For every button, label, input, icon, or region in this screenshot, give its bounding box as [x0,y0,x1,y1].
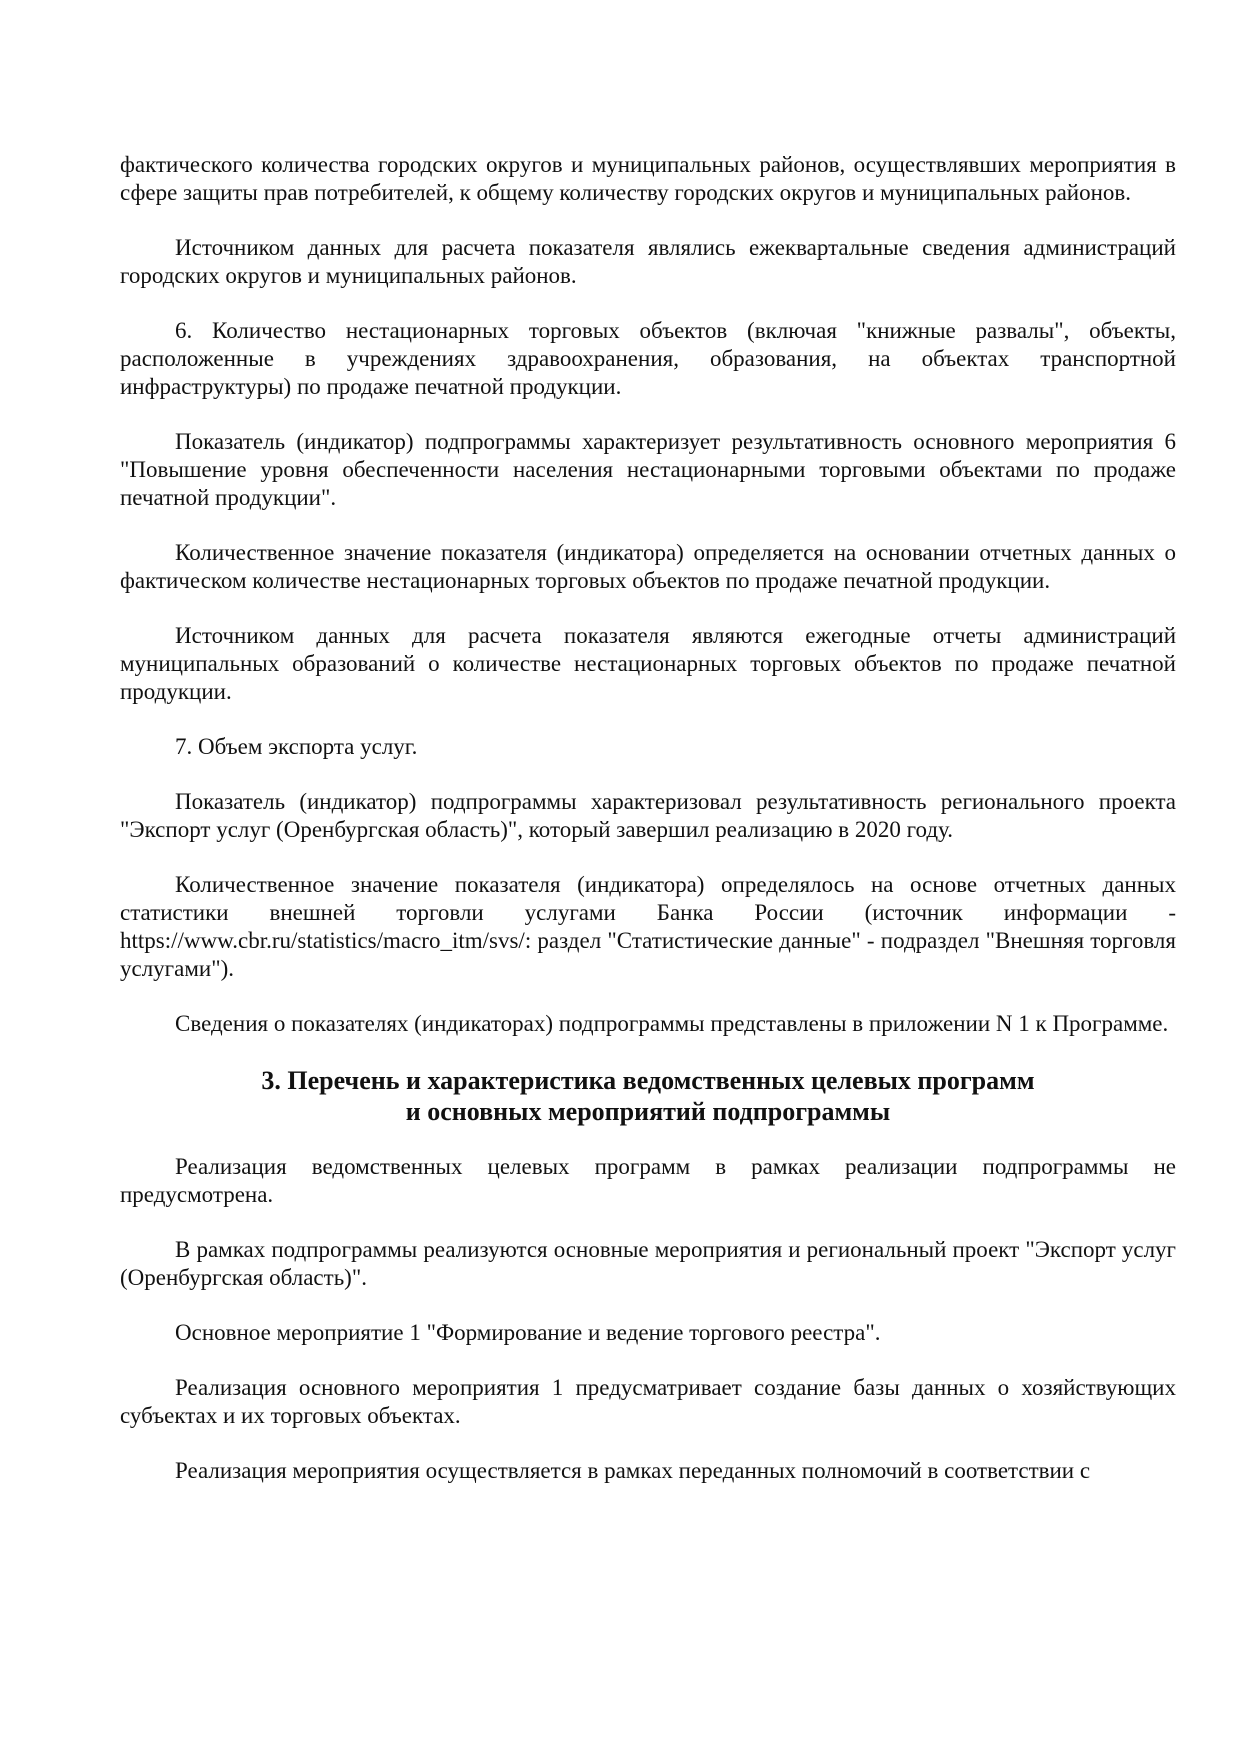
paragraph-activity-implementation: Реализация мероприятия осуществляется в рамках переданных полномочий в соответствии с [175,1458,1091,1483]
paragraph-indicator-6: 6. Количество нестационарных торговых объектов (включая "книжные развалы", объекты, расположенные в учреждениях здравоохранения, образования, на объектах транспортной инфраструктуры) по продаже печатной продукции. [120,318,1176,399]
section-heading-line-1: 3. Перечень и характеристика ведомственных целевых программ [261,1066,1035,1095]
paragraph-indicator-6-description: Показатель (индикатор) подпрограммы характеризует результативность основного мероприятия 6 "Повышение уровня обеспеченности населения нестационарными торговыми объектами по продаже печатной продукции". [120,429,1176,510]
paragraph-continuation: фактического количества городских округов и муниципальных районов, осуществлявших мероприятия в сфере защиты прав потребителей, к общему количеству городских округов и муниципальных районов. [120,152,1176,205]
section-heading-line-2: и основных мероприятий подпрограммы [405,1097,891,1126]
document-body [120,151,1176,1512]
paragraph-activity-1-title: Основное мероприятие 1 "Формирование и ведение торгового реестра". [175,1320,881,1345]
paragraph-indicators-appendix: Сведения о показателях (индикаторах) подпрограммы представлены в приложении N 1 к Программе. [175,1011,1169,1036]
paragraph-departmental-programs: Реализация ведомственных целевых программ в рамках реализации подпрограммы не предусмотрена. [120,1154,1176,1207]
paragraph-indicator-7: 7. Объем экспорта услуг. [175,734,418,759]
paragraph-indicator-6-source: Источником данных для расчета показателя являются ежегодные отчеты администраций муниципальных образований о количестве нестационарных торговых объектов по продаже печатной продукции. [120,623,1176,704]
paragraph-indicator-6-value: Количественное значение показателя (индикатора) определяется на основании отчетных данных о фактическом количестве нестационарных торговых объектов по продаже печатной продукции. [120,540,1176,593]
paragraph-activity-1-description: Реализация основного мероприятия 1 предусматривает создание базы данных о хозяйствующих субъектах и их торговых объектах. [120,1375,1176,1428]
paragraph-main-activities: В рамках подпрограммы реализуются основные мероприятия и региональный проект "Экспорт услуг (Оренбургская область)". [120,1237,1176,1290]
paragraph-indicator-7-description: Показатель (индикатор) подпрограммы характеризовал результативность регионального проекта "Экспорт услуг (Оренбургская область)", который завершил реализацию в 2020 году. [120,789,1176,842]
paragraph-indicator-7-value: Количественное значение показателя (индикатора) определялось на основе отчетных данных статистики внешней торговли услугами Банка России (источник информации - https://www.cbr.ru/statistics/macro_itm/svs/: раздел "Статистические данные" - подраздел "Внешняя торговля услугами"). [120,872,1176,981]
paragraph-data-source: Источником данных для расчета показателя являлись ежеквартальные сведения администраций городских округов и муниципальных районов. [120,235,1176,288]
section-heading [120,1065,1176,1127]
